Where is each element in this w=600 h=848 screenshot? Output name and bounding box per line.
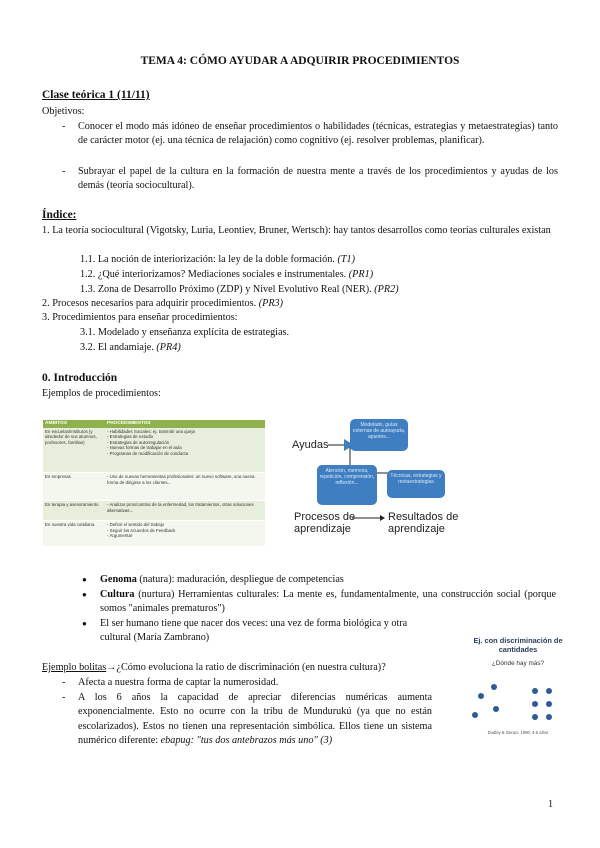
indice-tag: (T1) xyxy=(337,254,355,265)
table-row xyxy=(43,473,265,501)
dot-marker xyxy=(478,693,484,699)
objetivo-text: Conocer el modo más idóneo de enseñar procedimientos o habilidades (técnicas, estrategias y metaestrategias) tanto de carácter motor (ej. una técnica de relajación) como cognitivo (ej. resolver problemas, planificar). xyxy=(78,121,558,147)
bolitas-text: Afecta a nuestra forma de captar la numerosidad. xyxy=(78,677,279,688)
bolitas-italic: ebapug: "tus dos antebrazos más uno" (3) xyxy=(160,735,333,747)
indice-item-3: 3. Procedimientos para enseñar procedimientos: xyxy=(42,312,238,323)
bolitas-item: - A los 6 años la capacidad de apreciar diferencias numéricas aumenta exponencialmente. Esto no ocurre con la tribu de Mundurukú (ya que no están escolarizados). Estos no tienen una representación simbólica. Ellos tiene un sistema numérico diferente: ebapug: "tus dos antebrazos más uno" (3) xyxy=(62,692,432,747)
indice-sub-3-1: 3.1. Modelado y enseñanza explícita de estrategias. xyxy=(80,327,290,338)
dot-marker xyxy=(546,701,552,707)
figure-question: ¿Dónde hay más? xyxy=(491,660,545,667)
bullet-dot: ● xyxy=(82,590,87,599)
bullet-dot: ● xyxy=(82,619,87,628)
procedimientos-table xyxy=(43,420,265,547)
table-cell: - Analizar pros/contras de la enfermedad, los tratamientos, otras soluciones alternativas... xyxy=(105,501,265,521)
table-cell: - Habilidades Sociales: ej. trasmitir una queja - Estrategias de estudio - Estrategias de autorregulación - Nuevas formas de trabajar en el aula - Programas de modificación de conducta xyxy=(105,428,265,473)
indice-sub-1-3 xyxy=(80,283,399,297)
indice-sub-1-2 xyxy=(80,268,373,282)
bullet-dot: ● xyxy=(82,575,87,584)
bullet-text: (nurtura) Herramientas culturales: La mente es, fundamentalmente, una construcción social (porque somos "animales prematuros") xyxy=(100,589,556,615)
bubble-resultados: Técnicas, estrategias y metaestrategias xyxy=(387,470,445,498)
table-cell: En empresas xyxy=(43,473,105,501)
indice-sub-text: 1.2. ¿Qué interiorizamos? Mediaciones sociales e instrumentales. xyxy=(80,269,347,280)
indice-item-2 xyxy=(42,297,283,311)
indice-sub-text: 1.3. Zona de Desarrollo Próximo (ZDP) y Nivel Evolutivo Real (NER). xyxy=(80,284,372,295)
indice-heading: Índice: xyxy=(42,209,77,221)
table-cell: - Uso de nuevas herramientas profesionales: un nuevo software, una nueva forma de dirigirse a los clientes... xyxy=(105,473,265,501)
bullet-item-genoma xyxy=(100,573,556,587)
bubble-ayudas: Modelado, guías externas de autoayuda, apuntes... xyxy=(350,419,408,451)
bullet-item-zambrano xyxy=(100,617,440,646)
intro-heading: 0. Introducción xyxy=(42,372,118,384)
indice-item-1: 1. La teoría sociocultural (Vigotsky, Luria, Leontiev, Bruner, Wertsch): hay tantos desarrollos como teorías culturales existan xyxy=(42,225,551,236)
objetivos-label: Objetivos: xyxy=(42,106,85,117)
indice-tag: (PR1) xyxy=(348,269,374,280)
indice-sub-text: 3.2. El andamiaje. xyxy=(80,342,154,353)
dot-marker xyxy=(532,701,538,707)
bolitas-text: A los 6 años la capacidad de apreciar diferencias numéricas aumenta exponencialmente. Esto no ocurre con la tribu de Mundurukú (ya que no están escolarizados). Estos no tienen una representación simbólica. Ellos tiene un sistema numérico diferente: xyxy=(78,692,432,747)
bolitas-question: ¿Cómo evoluciona la ratio de discriminación (en nuestra cultura)? xyxy=(116,662,386,673)
arrow-icon: → xyxy=(106,662,117,673)
ejemplos-label: Ejemplos de procedimientos: xyxy=(42,388,161,399)
dot-marker xyxy=(491,684,497,690)
indice-item-text: 2. Procesos necesarios para adquirir procedimientos. xyxy=(42,298,257,309)
indice-tag: (PR4) xyxy=(156,342,181,353)
bolitas-label: Ejemplo bolitas xyxy=(42,662,107,673)
table-cell: En terapia y asesoramiento xyxy=(43,501,105,521)
objetivo-text: Subrayar el papel de la cultura en la formación de nuestra mente a través de los procedimientos y ayudas de los demás (teoría sociocultural). xyxy=(78,166,558,192)
table-header: ÁMBITOS xyxy=(43,420,105,428)
resultados-label: Resultados de aprendizaje xyxy=(388,511,459,535)
dot-marker xyxy=(472,712,478,718)
objetivo-item: - Subrayar el papel de la cultura en la formación de nuestra mente a través de los procedimientos y ayudas de los demás (teoría sociocultural). xyxy=(62,166,558,192)
figure-title: Ej. con discriminación de cantidades xyxy=(473,636,563,654)
bullet-bold: Cultura xyxy=(100,589,135,600)
table-header: PROCEDIMIENTOS xyxy=(105,420,265,428)
dot-marker xyxy=(532,714,538,720)
table-cell: En nuestra vida cotidiana xyxy=(43,521,105,547)
indice-tag: (PR2) xyxy=(374,284,399,295)
clase-heading: Clase teórica 1 (11/11) xyxy=(42,89,150,101)
table-cell: - Definir el sentido del trabajo - Seguir los Acuerdos de Feedback - Argumentar xyxy=(105,521,265,547)
table-row xyxy=(43,501,265,521)
bullet-text: El ser humano tiene que nacer dos veces: una vez de forma biológica y otra cultural (María Zambrano) xyxy=(100,618,408,644)
ayudas-label: Ayudas xyxy=(292,439,329,451)
bullet-bold: Genoma xyxy=(100,574,137,585)
table-row xyxy=(43,521,265,547)
procesos-label: Procesos de aprendizaje xyxy=(294,511,356,535)
bubble-procesos: Atención, memoria, repetición, comprensión, reflexión... xyxy=(317,465,377,505)
table-cell: En escuelas/Institutos (y alrededor de sus alumnos, profesores, familias) xyxy=(43,428,105,473)
bolitas-line xyxy=(42,661,442,675)
indice-sub-1-1 xyxy=(80,253,355,267)
cantidades-figure xyxy=(462,632,574,744)
table-row xyxy=(43,428,265,473)
indice-sub-text: 1.1. La noción de interiorización: la ley de la doble formación. xyxy=(80,254,335,265)
bullet-text: (natura): maduración, despliegue de competencias xyxy=(136,574,344,585)
ayudas-diagram xyxy=(292,415,462,540)
indice-sub-3-2 xyxy=(80,341,181,355)
dot-marker xyxy=(546,688,552,694)
document-title: TEMA 4: CÓMO AYUDAR A ADQUIRIR PROCEDIMIENTOS xyxy=(140,55,460,67)
bolitas-item: - Afecta a nuestra forma de captar la numerosidad. xyxy=(62,677,279,688)
dot-marker xyxy=(546,714,552,720)
objetivo-item: - Conocer el modo más idóneo de enseñar procedimientos o habilidades (técnicas, estrategias y metaestrategias) tanto de carácter motor (ej. una técnica de relajación) como cognitivo (ej. resolver problemas, planificar). xyxy=(62,121,558,147)
bullet-item-cultura xyxy=(100,588,556,617)
figure-credit: Dudley & Geraci, 1996; 4-5 años xyxy=(487,730,549,735)
indice-tag: (PR3) xyxy=(258,298,284,309)
page-number: 1 xyxy=(548,799,554,810)
dot-marker xyxy=(493,706,499,712)
dot-marker xyxy=(532,688,538,694)
